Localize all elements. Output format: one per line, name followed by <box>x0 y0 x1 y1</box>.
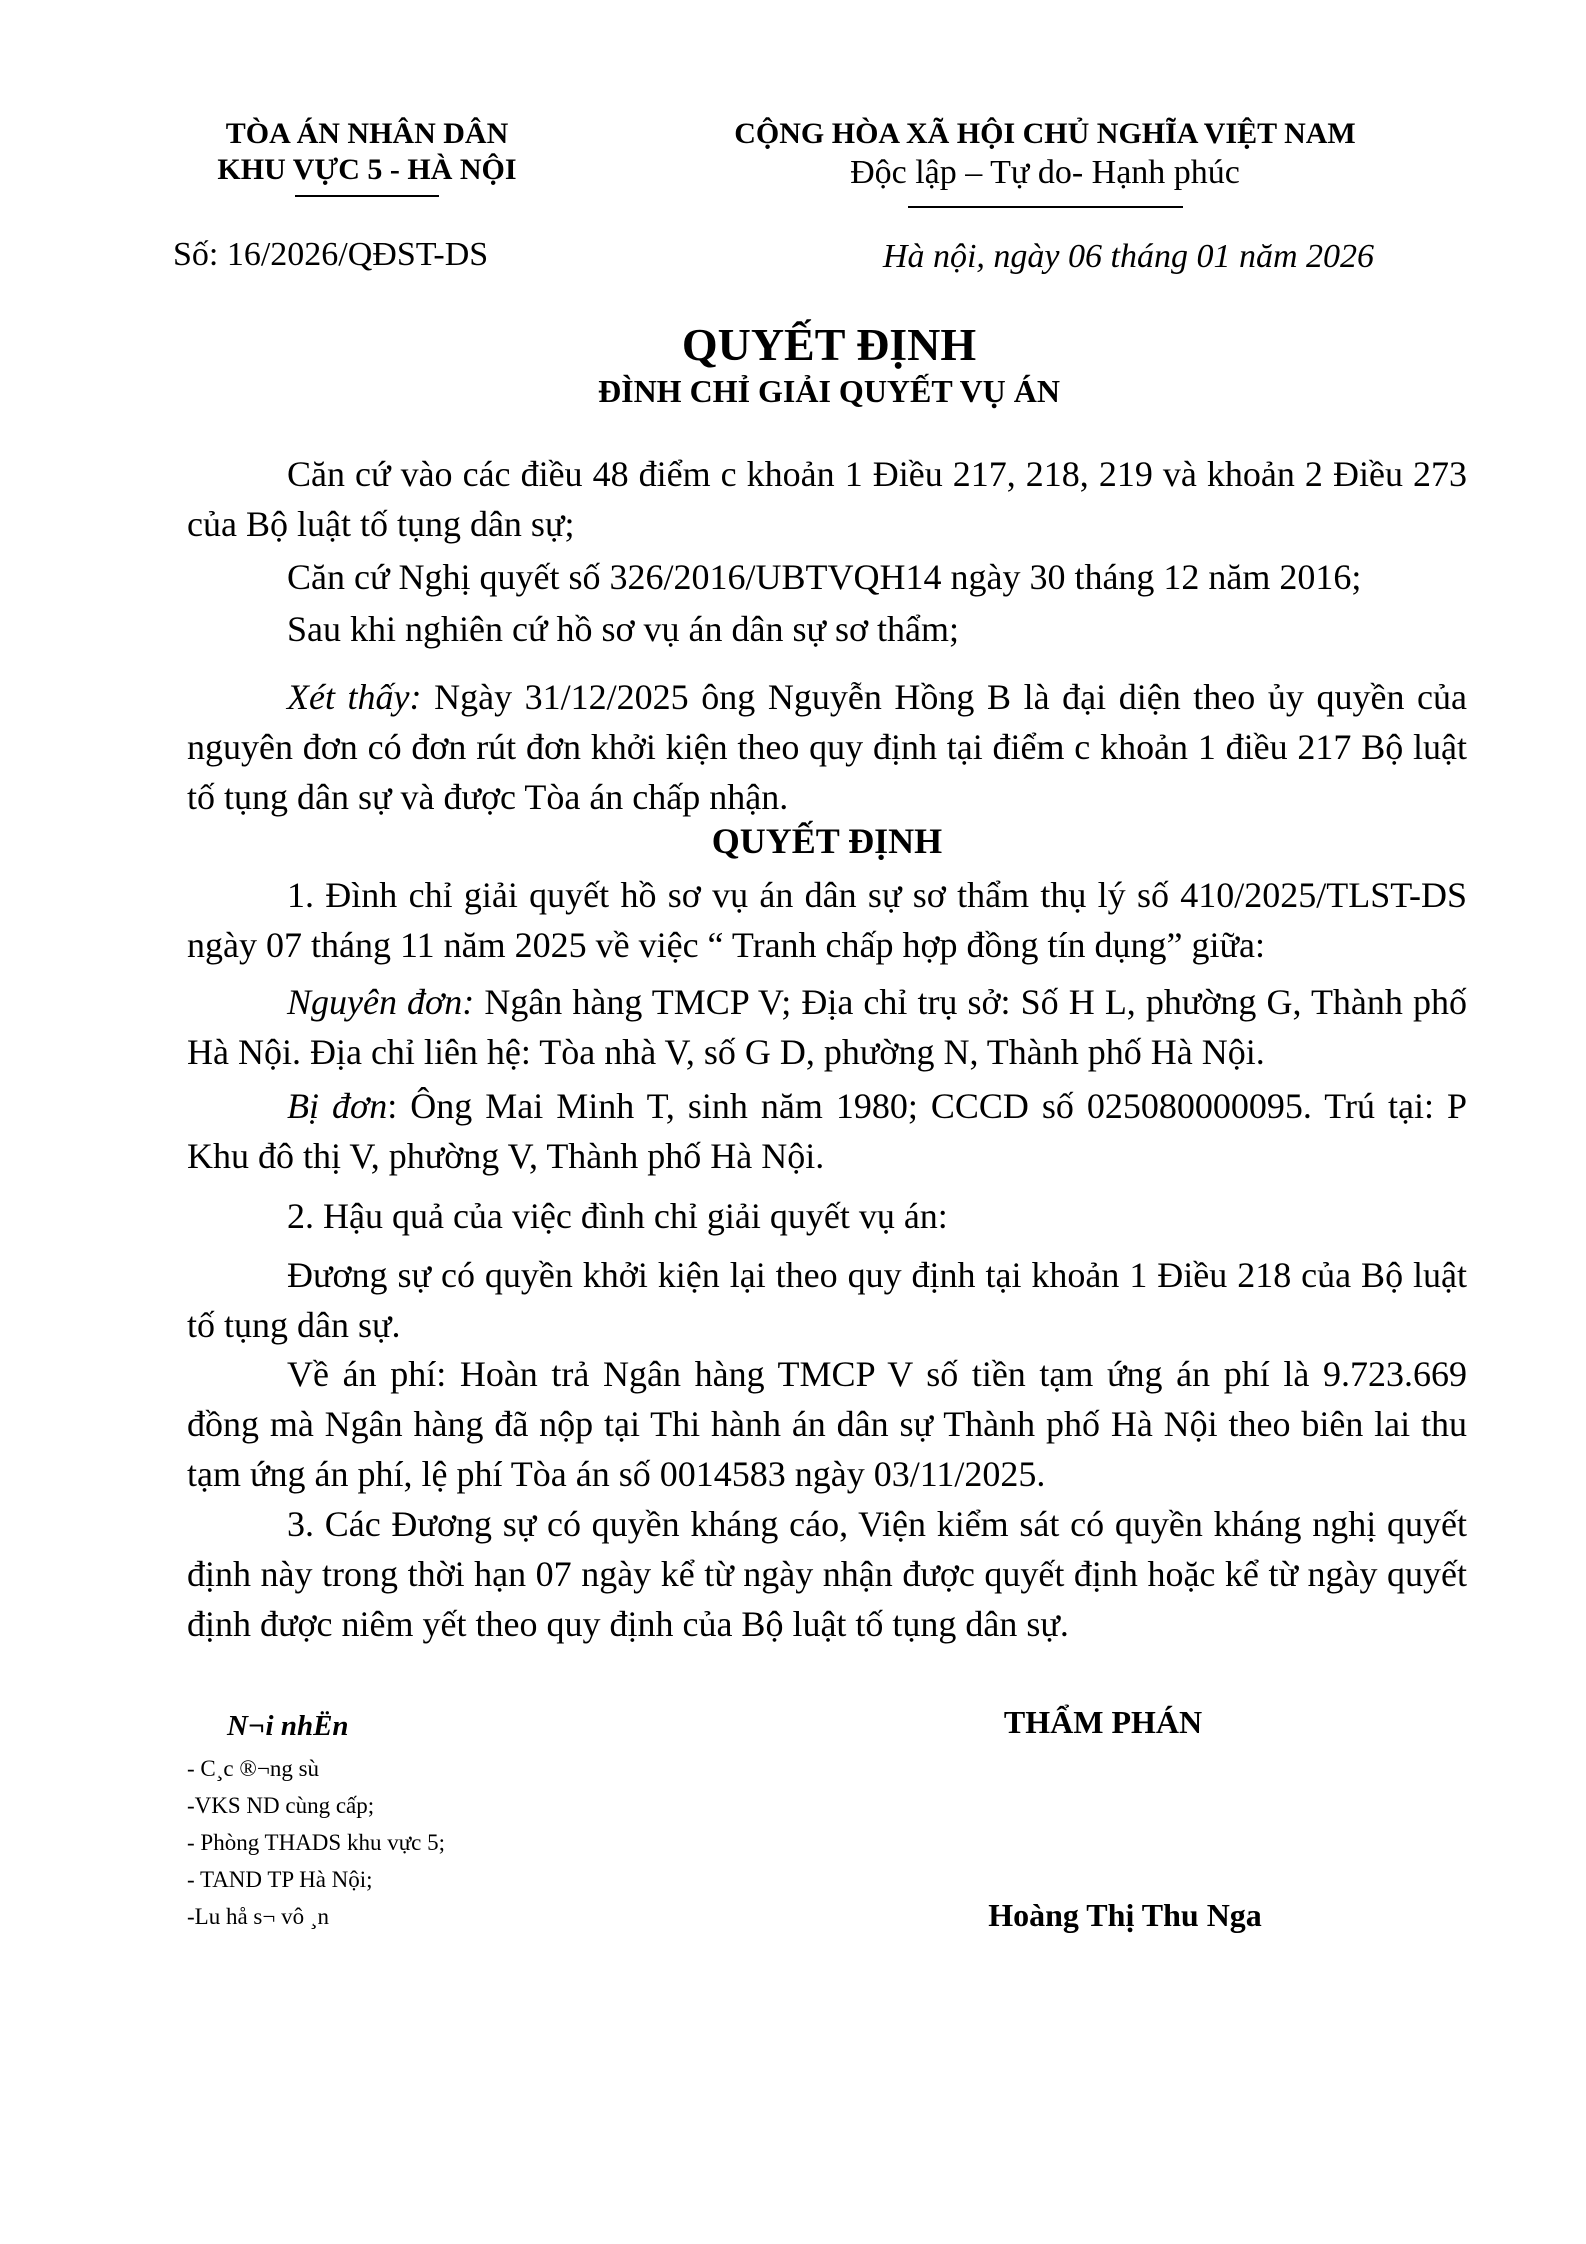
defendant-text: : Ông Mai Minh T, sinh năm 1980; CCCD số 025080000095. Trú tại: P Khu đô thị V, phường V, Thành phố Hà Nội. <box>187 1086 1467 1176</box>
plaintiff-text: Ngân hàng TMCP V; Địa chỉ trụ sở: Số H L, phường G, Thành phố Hà Nội. Địa chỉ liên hệ: Tòa nhà V, số G D, phường N, Thành phố Hà Nội. <box>187 982 1467 1072</box>
signer-name: Hoàng Thị Thu Nga <box>988 1897 1262 1933</box>
document-number: Số: 16/2026/QĐST-DS <box>173 236 489 273</box>
decision-item-1: 1. Đình chỉ giải quyết hồ sơ vụ án dân sự sơ thẩm thụ lý số 410/2025/TLST-DS ngày 07 tháng 11 năm 2025 về việc “ Tranh chấp hợp đồng tín dụng” giữa: <box>187 875 1467 965</box>
recipient-item: -VKS ND cùng cấp; <box>187 1793 375 1818</box>
legal-basis-3: Sau khi nghiên cứ hồ sơ vụ án dân sự sơ thẩm; <box>287 609 960 649</box>
court-name <box>187 116 547 188</box>
defendant-paragraph <box>187 1081 1467 1181</box>
finding-paragraph <box>187 672 1467 822</box>
defendant-label: Bị đơn <box>287 1086 388 1126</box>
recipient-item: - C¸c ®¬ng sù <box>187 1756 320 1781</box>
recipient-item: -Lu hå s¬ vô ¸n <box>187 1904 329 1929</box>
court-underline <box>295 195 439 197</box>
national-motto <box>640 116 1450 194</box>
decision-item-2: 2. Hậu quả của việc đình chỉ giải quyết vụ án: <box>287 1196 948 1236</box>
recipient-item: - Phòng THADS khu vực 5; <box>187 1830 446 1855</box>
finding-label: Xét thấy: <box>287 677 422 717</box>
court-line-1: TÒA ÁN NHÂN DÂN <box>225 117 509 150</box>
plaintiff-label: Nguyên đơn: <box>287 982 475 1022</box>
plaintiff-paragraph <box>187 977 1467 1077</box>
recipient-item: - TAND TP Hà Nội; <box>187 1867 373 1892</box>
decision-item-2a: Đương sự có quyền khởi kiện lại theo quy định tại khoản 1 Điều 218 của Bộ luật tố tụng dân sự. <box>187 1255 1467 1345</box>
decision-heading: QUYẾT ĐỊNH <box>711 821 943 861</box>
document-subtitle: ĐÌNH CHỈ GIẢI QUYẾT VỤ ÁN <box>598 373 1060 409</box>
document-title: QUYẾT ĐỊNH <box>681 319 977 370</box>
decision-item-3: 3. Các Đương sự có quyền kháng cáo, Viện kiểm sát có quyền kháng nghị quyết định này trong thời hạn 07 ngày kể từ ngày nhận được quyết định hoặc kể từ ngày quyết định được niêm yết theo quy định của Bộ luật tố tụng dân sự. <box>187 1504 1467 1644</box>
nation-line-2: Độc lập – Tự do- Hạnh phúc <box>850 154 1240 191</box>
recipients-list <box>187 1750 445 1935</box>
decision-item-2b: Về án phí: Hoàn trả Ngân hàng TMCP V số tiền tạm ứng án phí là 9.723.669 đồng mà Ngân hàng đã nộp tại Thi hành án dân sự Thành phố Hà Nội theo biên lai thu tạm ứng án phí, lệ phí Tòa án số 0014583 ngày 03/11/2025. <box>187 1354 1467 1494</box>
signer-title: THẨM PHÁN <box>1003 1704 1203 1740</box>
finding-text: Ngày 31/12/2025 ông Nguyễn Hồng B là đại diện theo ủy quyền của nguyên đơn có đơn rút đơn khởi kiện theo quy định tại điểm c khoản 1 điều 217 Bộ luật tố tụng dân sự và được Tòa án chấp nhận. <box>187 677 1467 817</box>
legal-basis-2: Căn cứ Nghị quyết số 326/2016/UBTVQH14 ngày 30 tháng 12 năm 2016; <box>287 557 1362 597</box>
court-line-2: KHU VỰC 5 - HÀ NỘI <box>217 153 517 186</box>
recipients-heading: N¬i nhËn <box>227 1710 349 1742</box>
place-date: Hà nội, ngày 06 tháng 01 năm 2026 <box>882 238 1374 275</box>
nation-line-1: CỘNG HÒA XÃ HỘI CHỦ NGHĨA VIỆT NAM <box>734 117 1356 150</box>
legal-basis-1: Căn cứ vào các điều 48 điểm c khoản 1 Điều 217, 218, 219 và khoản 2 Điều 273 của Bộ luật tố tụng dân sự; <box>187 454 1467 544</box>
motto-underline <box>908 206 1183 208</box>
